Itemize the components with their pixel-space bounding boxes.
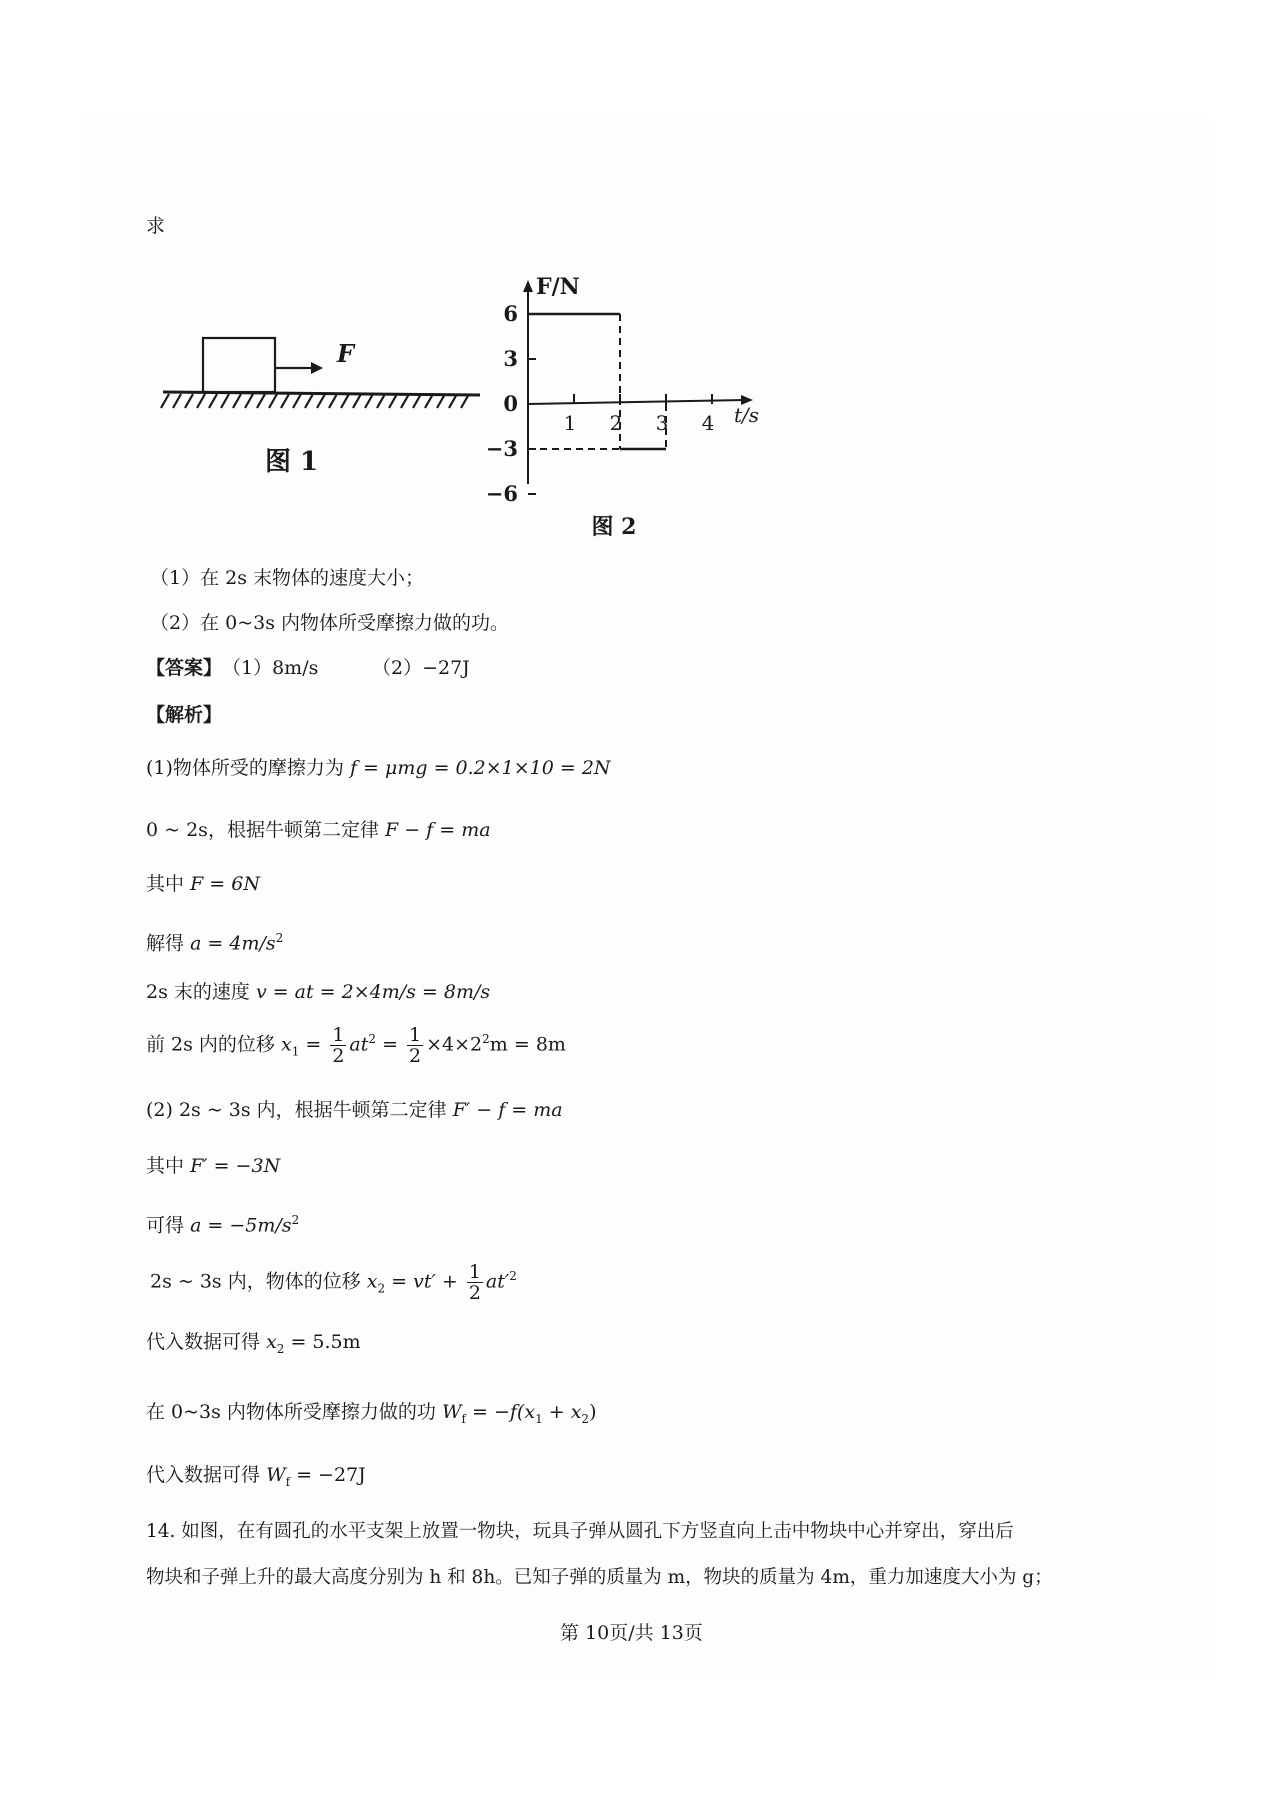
hatch-stroke	[401, 394, 409, 408]
figure-1-caption: 图 1	[265, 447, 319, 477]
hatch-stroke	[245, 394, 253, 408]
hatch-stroke	[281, 394, 289, 408]
page-number: 第 10页/共 13页	[560, 1622, 703, 1644]
y-axis-arrow	[523, 280, 533, 292]
x-tick-label: 2	[609, 411, 623, 435]
analysis-line-3: 其中 F = 6N	[146, 873, 260, 895]
hatch-stroke	[221, 394, 229, 408]
analysis-line-9: 可得 $a = -5m/s^2$	[146, 1213, 300, 1237]
analysis-line-11: 代入数据可得 $x_2 = 5.5m$	[146, 1331, 361, 1356]
analysis-line-1: (1)物体所受的摩擦力为 f = μmg = 0.2×1×10 = 2N	[146, 757, 611, 779]
y-axis-label: F/N	[536, 274, 580, 300]
fraction-half: $\frac{1}{2}$	[332, 1024, 345, 1067]
analysis-line-12: 在 0~3s 内物体所受摩擦力做的功 $W_f = -f(x_1 + x_2)$	[146, 1401, 597, 1426]
figure-1	[155, 320, 485, 480]
analysis-line-6: 前 2s 内的位移 $x_1$ = $\frac{1}{2}$ $at^2$ = $\frac{1}{2}$ $\times 4\times 2^2m = 8m$	[146, 1024, 566, 1067]
x-tick-label: 1	[563, 411, 577, 435]
hatch-stroke	[389, 394, 397, 408]
analysis-line-5: 2s 末的速度 v = at = 2×4m/s = 8m/s	[146, 981, 491, 1003]
hatch-stroke	[185, 394, 193, 408]
hatch-stroke	[257, 394, 265, 408]
analysis-line-13: 代入数据可得 $W_f = -27J$	[146, 1464, 366, 1489]
hatch-stroke	[329, 394, 337, 408]
hatch-stroke	[173, 394, 181, 408]
hatch-stroke	[365, 394, 373, 408]
fraction-half: $\frac{1}{2}$	[409, 1024, 422, 1067]
figure-2-caption: 图 2	[591, 514, 637, 540]
y-tick-label: 6	[503, 301, 518, 326]
qiu-text: 求	[146, 215, 166, 237]
question-1: （1）在 2s 末物体的速度大小；	[150, 567, 425, 589]
hatch-stroke	[209, 394, 217, 408]
analysis-line-7: (2) 2s ~ 3s 内，根据牛顿第二定律 F′ − f = ma	[146, 1099, 563, 1121]
hatch-stroke	[341, 394, 349, 408]
hatch-stroke	[293, 394, 301, 408]
hatch-stroke	[425, 394, 433, 408]
x-tick-label: 3	[655, 411, 669, 435]
hatch-stroke	[161, 394, 169, 408]
y-tick-label: −6	[485, 481, 518, 506]
ground-hatch	[161, 394, 469, 408]
fraction-half: $\frac{1}{2}$	[468, 1261, 481, 1304]
y-tick-label: 3	[503, 346, 518, 371]
analysis-line-2: 0 ~ 2s，根据牛顿第二定律 F − f = ma	[146, 819, 491, 841]
hatch-stroke	[353, 394, 361, 408]
answer-1: （1）8m/s	[222, 657, 319, 679]
hatch-stroke	[197, 394, 205, 408]
analysis-line-4: 解得 $a = 4m/s^2$	[146, 931, 284, 955]
force-label: F	[337, 339, 355, 368]
question-14-line-2: 物块和子弹上升的最大高度分别为 h 和 8h。已知子弹的质量为 m，物块的质量为 4m，重力加速度大小为 g；	[146, 1567, 1053, 1588]
block	[203, 338, 275, 392]
answer-2: （2）−27J	[372, 657, 470, 679]
figure-2-chart	[480, 270, 810, 550]
force-arrow-head	[311, 362, 323, 374]
question-2: （2）在 0~3s 内物体所受摩擦力做的功。	[150, 612, 510, 634]
hatch-stroke	[269, 394, 277, 408]
analysis-line-10: 2s ~ 3s 内，物体的位移 $x_2 = vt'$ + $\frac{1}{2}$ $at'^2$	[150, 1261, 517, 1304]
analysis-line-8: 其中 F′ = −3N	[146, 1155, 281, 1177]
hatch-stroke	[305, 394, 313, 408]
hatch-stroke	[377, 394, 385, 408]
y-tick-label: 0	[503, 391, 518, 416]
y-tick-label: −3	[485, 436, 518, 461]
answer-label: 【答案】	[146, 657, 223, 679]
hatch-stroke	[317, 394, 325, 408]
x-tick-label: 4	[701, 411, 715, 435]
analysis-label: 【解析】	[146, 704, 223, 726]
hatch-stroke	[233, 394, 241, 408]
x-axis-label: t/s	[734, 403, 760, 427]
hatch-stroke	[413, 394, 421, 408]
question-14-line-1: 14. 如图，在有圆孔的水平支架上放置一物块，玩具子弹从圆孔下方竖直向上击中物块中心并穿出，穿出后	[146, 1521, 1014, 1542]
